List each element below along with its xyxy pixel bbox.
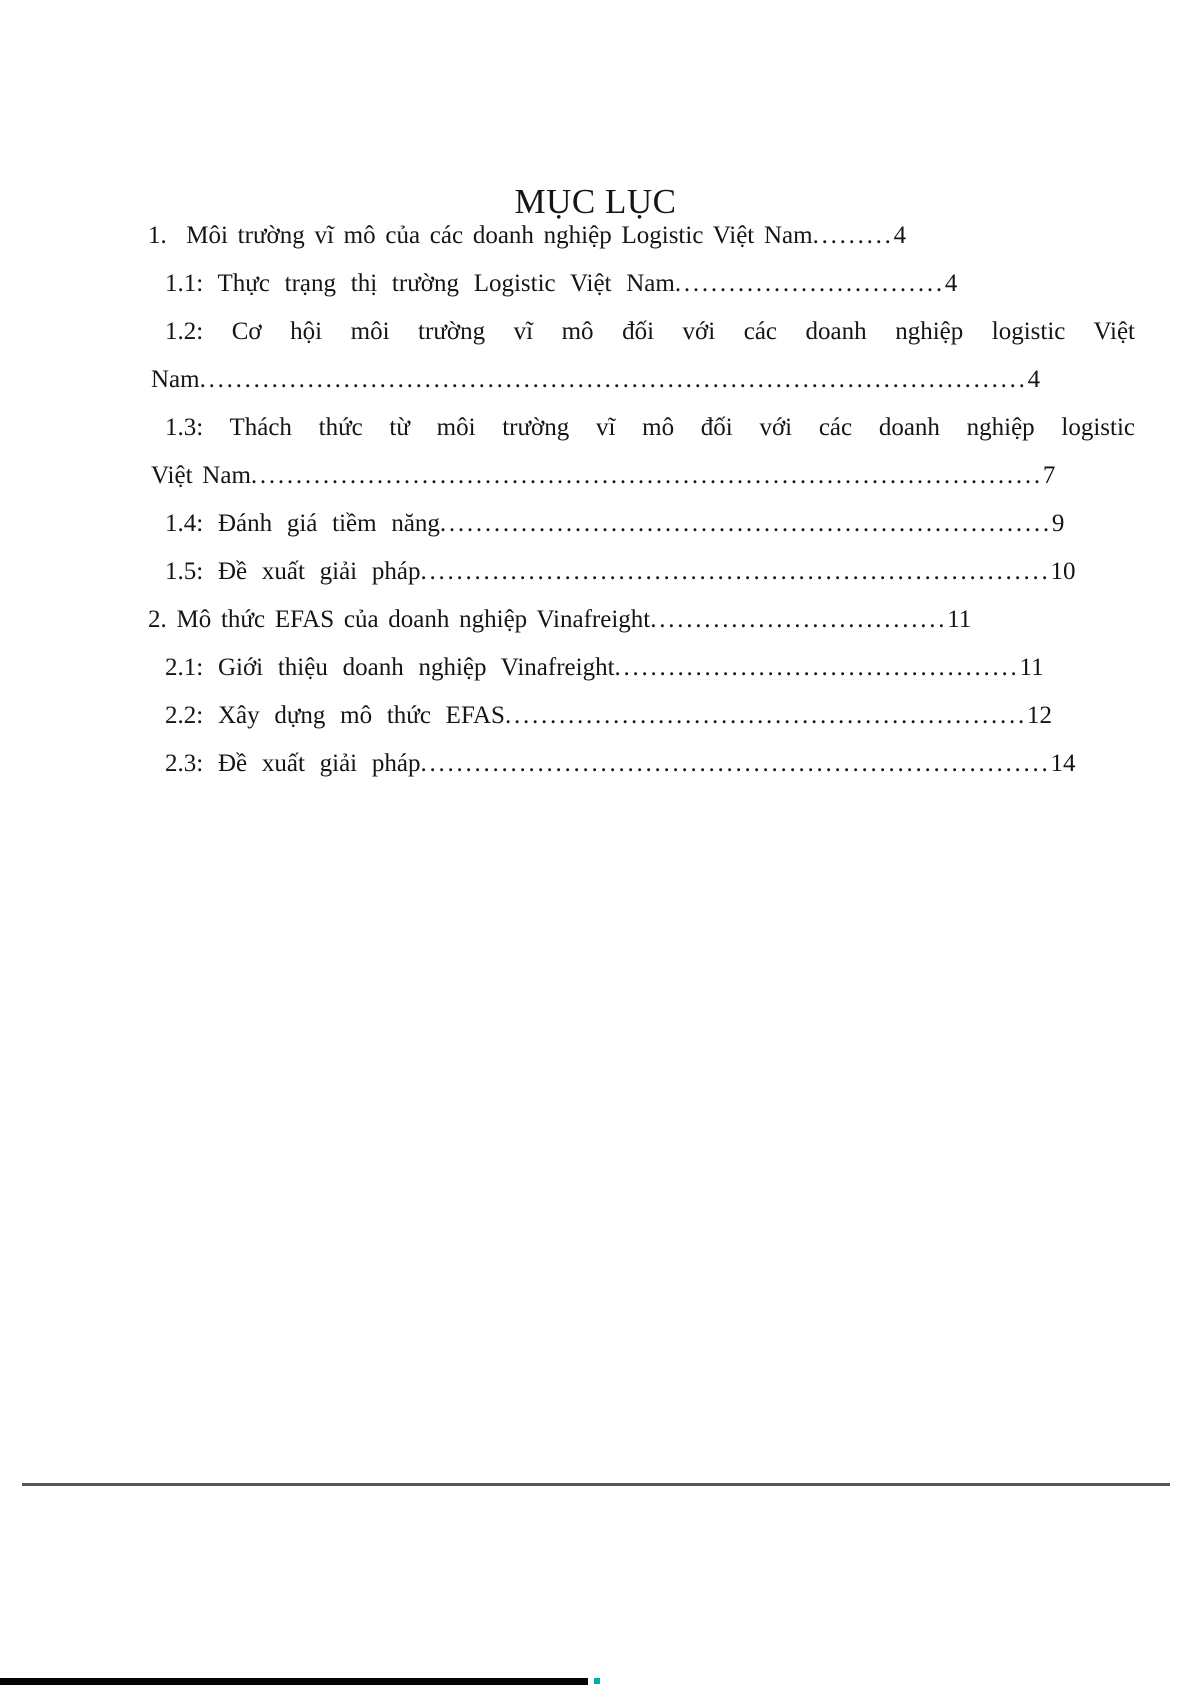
toc-entry-2-1: [0, 644, 1135, 692]
toc-leader-dots: ......................................................................: [420, 750, 1051, 777]
toc-entry-text: 2.3: Đề xuất giải pháp: [165, 750, 421, 777]
toc-entry-2-2: [0, 692, 1135, 740]
toc-leader-dots: ............................................................................................: [199, 366, 1028, 393]
toc-page-number: 14: [1050, 750, 1076, 777]
toc-page-number: 7: [1042, 462, 1056, 489]
toc-entry-1: [0, 212, 1135, 260]
toc-entry-text: 1. Môi trường vĩ mô của các doanh nghiệp Logistic Việt Nam: [148, 222, 813, 249]
toc-entry-text: Việt Nam: [151, 462, 251, 489]
table-of-contents: [0, 212, 1135, 788]
toc-page-number: 4: [893, 222, 907, 249]
horizontal-divider-line: [22, 1483, 1170, 1486]
toc-leader-dots: ......................................................................: [420, 558, 1051, 585]
toc-title: MỤC LỤC: [514, 182, 677, 221]
toc-page-number: 11: [1019, 654, 1044, 681]
toc-entry-text: Nam: [151, 366, 200, 393]
toc-entry-1-3-line-2: [0, 452, 1135, 500]
toc-entry-text: 1.2: Cơ hội môi trường vĩ mô đối với các doanh nghiệp logistic Việt: [165, 318, 1135, 345]
toc-entry-text: 2.1: Giới thiệu doanh nghiệp Vinafreight: [165, 654, 615, 681]
toc-leader-dots: ..............................: [674, 270, 945, 297]
toc-entry-text: 2.2: Xây dựng mô thức EFAS: [165, 702, 505, 729]
toc-page-number: 9: [1051, 510, 1065, 537]
toc-page-number: 4: [944, 270, 958, 297]
toc-entry-text: 1.4: Đánh giá tiềm năng: [165, 510, 440, 537]
toc-entry-1-2-line-1: [0, 308, 1135, 356]
toc-page-number: 4: [1027, 366, 1041, 393]
toc-entry-text: 1.1: Thực trạng thị trường Logistic Việt Nam: [165, 270, 675, 297]
toc-page-number: 12: [1026, 702, 1052, 729]
toc-entry-1-4: [0, 500, 1135, 548]
toc-leader-dots: ....................................................................: [439, 510, 1052, 537]
toc-entry-1-5: [0, 548, 1135, 596]
toc-leader-dots: ..........................................................: [504, 702, 1027, 729]
toc-leader-dots: .................................: [650, 606, 948, 633]
toc-leader-dots: ........................................................................................: [250, 462, 1043, 489]
toc-entry-2-3: [0, 740, 1135, 788]
toc-entry-2: [0, 596, 1135, 644]
toc-entry-1-3-line-1: [0, 404, 1135, 452]
toc-entry-1-1: [0, 260, 1135, 308]
next-page-table-edge: [0, 1678, 588, 1685]
toc-page-number: 10: [1050, 558, 1076, 585]
toc-entry-text: 1.5: Đề xuất giải pháp: [165, 558, 421, 585]
toc-leader-dots: .........: [812, 222, 894, 249]
toc-entry-1-2-line-2: [0, 356, 1135, 404]
teal-cursor-dot: [594, 1678, 600, 1684]
toc-entry-text: 1.3: Thách thức từ môi trường vĩ mô đối với các doanh nghiệp logistic: [165, 414, 1135, 441]
toc-leader-dots: .............................................: [614, 654, 1020, 681]
toc-page-number: 11: [947, 606, 972, 633]
toc-entry-text: 2. Mô thức EFAS của doanh nghiệp Vinafreight: [148, 606, 651, 633]
